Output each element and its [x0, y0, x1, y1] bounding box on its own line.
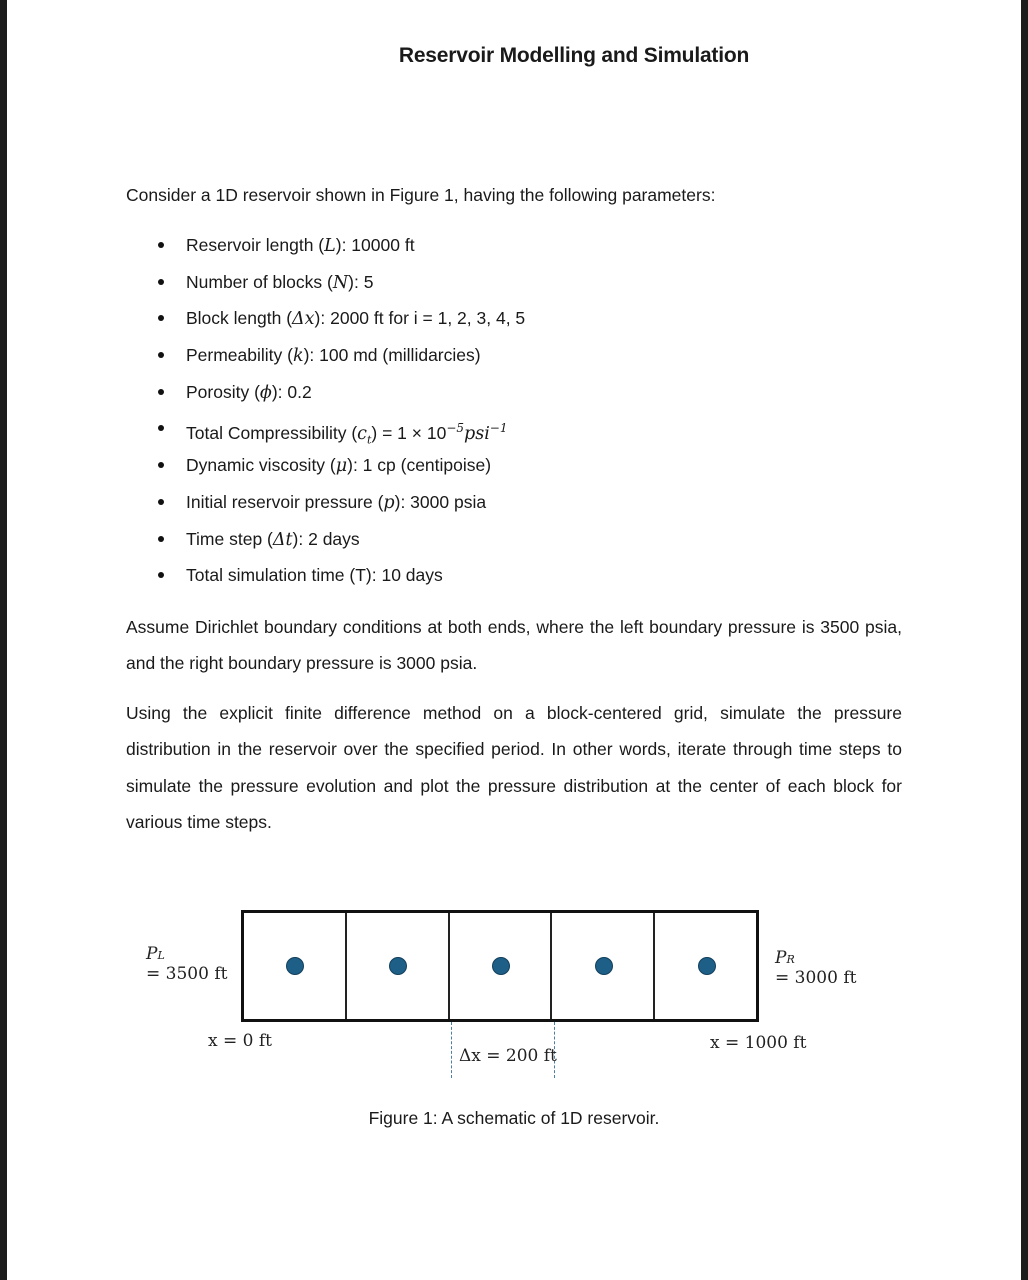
block-grid [241, 910, 759, 1022]
grid-block [450, 913, 553, 1019]
param-item: Total simulation time (T): 10 days [126, 563, 525, 600]
bullet-icon [158, 499, 164, 505]
right-boundary-label: PR = 3000 ft [775, 948, 857, 988]
param-item: Porosity (ϕ): 0.2 [126, 380, 525, 417]
x-end-label: x = 1000 ft [710, 1033, 807, 1053]
bullet-icon [158, 352, 164, 358]
document-page [7, 0, 1021, 1280]
param-item: Block length (Δx): 2000 ft for i = 1, 2, 3, 4, 5 [126, 306, 525, 343]
grid-block [244, 913, 347, 1019]
param-item: Initial reservoir pressure (p): 3000 psia [126, 490, 525, 527]
method-paragraph: Using the explicit finite difference method on a block-centered grid, simulate the pressure distribution in the reservoir over the specified period. In other words, iterate through time steps to simulate the pressure evolution and plot the pressure distribution at the center of each block for various time steps. [126, 703, 902, 832]
parameter-list [126, 233, 525, 600]
grid-block [347, 913, 450, 1019]
param-item: Dynamic viscosity (μ): 1 cp (centipoise) [126, 453, 525, 490]
figure-caption: Figure 1: A schematic of 1D reservoir. [368, 1108, 660, 1128]
block-center-dot-icon [389, 957, 407, 975]
x-start-label: x = 0 ft [208, 1031, 272, 1051]
param-item: Reservoir length (L): 10000 ft [126, 233, 525, 270]
bullet-icon [158, 425, 164, 431]
reservoir-schematic [7, 900, 1021, 1100]
boundary-paragraph: Assume Dirichlet boundary conditions at both ends, where the left boundary pressure is 3500 psia, and the right boundary pressure is 3000 psia. [126, 617, 902, 674]
bullet-icon [158, 462, 164, 468]
bullet-icon [158, 242, 164, 248]
block-center-dot-icon [492, 957, 510, 975]
intro-text: Consider a 1D reservoir shown in Figure 1, having the following parameters: [126, 185, 716, 205]
block-center-dot-icon [595, 957, 613, 975]
bullet-icon [158, 389, 164, 395]
param-item: Time step (Δt): 2 days [126, 527, 525, 564]
bullet-icon [158, 279, 164, 285]
param-item: Number of blocks (N): 5 [126, 270, 525, 307]
param-item: Total Compressibility $(c_t) = 1 \times 10^{-5}psi^{-1}$ [126, 416, 525, 453]
bullet-icon [158, 536, 164, 542]
block-center-dot-icon [698, 957, 716, 975]
grid-block [655, 913, 756, 1019]
left-boundary-label: PL = 3500 ft [146, 944, 228, 984]
dx-label: Δx = 200 ft [459, 1046, 557, 1066]
page-title: Reservoir Modelling and Simulation [398, 44, 750, 67]
bullet-icon [158, 572, 164, 578]
block-center-dot-icon [286, 957, 304, 975]
bullet-icon [158, 315, 164, 321]
grid-block [552, 913, 655, 1019]
param-item: Permeability (k): 100 md (millidarcies) [126, 343, 525, 380]
dx-marker-left [451, 1022, 452, 1078]
